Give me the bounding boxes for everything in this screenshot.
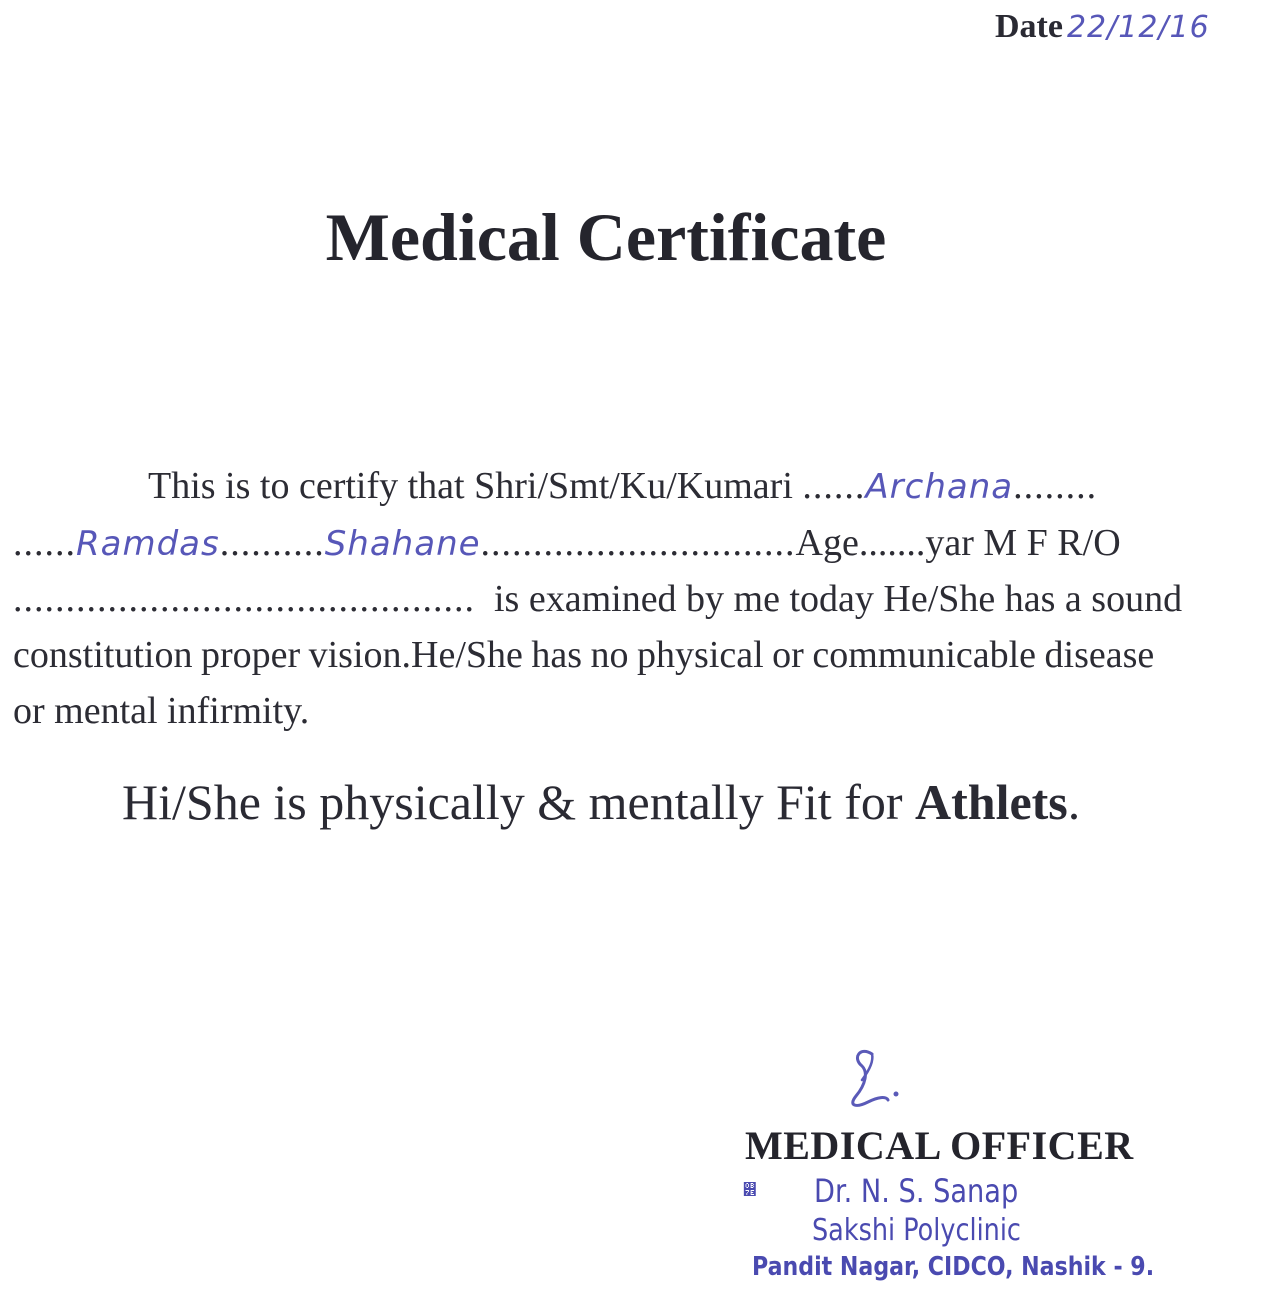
- examined-text: is examined by me today He/She has a sound: [494, 578, 1183, 620]
- stamp-mark: ୾: [743, 1180, 757, 1199]
- date-line: [995, 8, 1210, 46]
- stamp-doctor-name: Dr. N. S. Sanap: [814, 1172, 1019, 1210]
- dotted-leader: ......: [802, 465, 866, 507]
- officer-title: MEDICAL OFFICER: [745, 1123, 1134, 1168]
- certificate-title: Medical Certificate: [325, 199, 887, 275]
- examined-line: [13, 580, 1182, 618]
- fitness-statement: [122, 773, 1080, 831]
- constitution-line: constitution proper vision.He/She has no physical or communicable disease: [13, 634, 1155, 676]
- date-value: 22/12/16: [1066, 10, 1210, 45]
- stamp-clinic-name: Sakshi Polyclinic: [812, 1213, 1021, 1248]
- age-residence-label: Age.......yar M F R/O: [795, 522, 1121, 564]
- name-age-line: [13, 524, 1121, 562]
- middle-name: Ramdas: [76, 524, 220, 564]
- dotted-leader: ............................................: [13, 578, 475, 620]
- dotted-leader: ........: [1013, 465, 1098, 507]
- fitness-period: .: [1067, 774, 1081, 830]
- certify-line: [148, 467, 1097, 505]
- dotted-leader: ..........: [219, 522, 325, 564]
- last-name: Shahane: [324, 524, 481, 564]
- first-name: Archana: [865, 467, 1014, 507]
- certify-text: This is to certify that Shri/Smt/Ku/Kumari: [148, 465, 793, 507]
- infirmity-line: or mental infirmity.: [13, 690, 310, 732]
- date-label: Date: [995, 8, 1063, 45]
- dotted-leader: ..............................: [480, 522, 796, 564]
- fitness-activity: Athlets: [915, 774, 1068, 830]
- dotted-leader: ......: [13, 522, 76, 564]
- handwritten-signature: [842, 1044, 912, 1114]
- fitness-text: Hi/She is physically & mentally Fit for: [122, 774, 903, 830]
- stamp-address: Pandit Nagar, CIDCO, Nashik - 9.: [752, 1252, 1155, 1282]
